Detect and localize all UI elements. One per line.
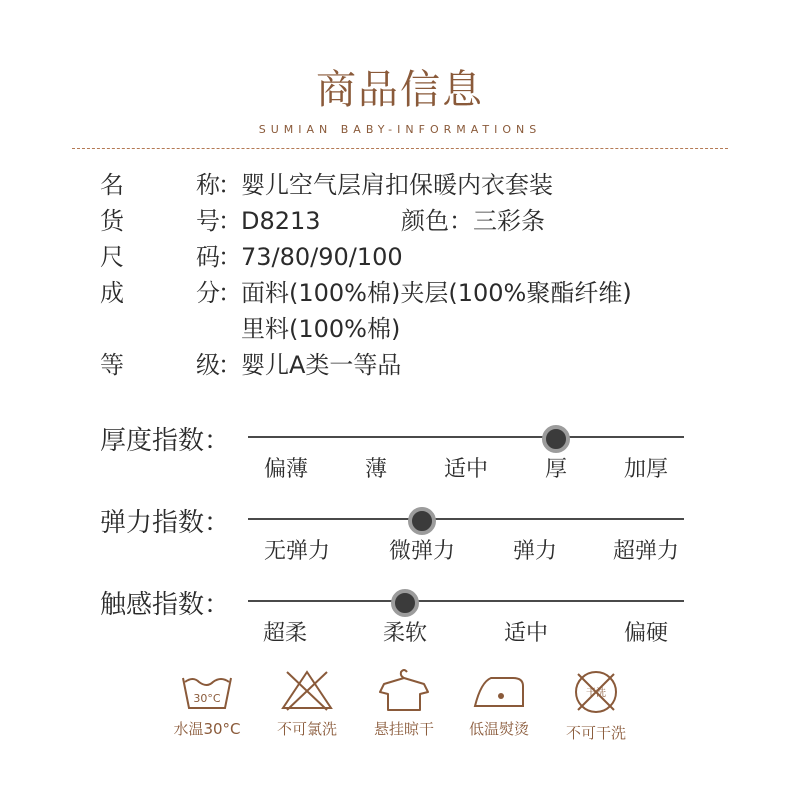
info-value: 婴儿空气层肩扣保暖内衣套装 (241, 171, 553, 199)
scale-label: 触感指数： (100, 590, 231, 620)
scale-track (248, 436, 684, 438)
scale-option: 厚 (544, 457, 568, 482)
scale-track (248, 518, 684, 520)
page-subtitle: SUMIAN BABY-INFORMATIONS (258, 123, 542, 136)
scale-option: 薄 (364, 457, 388, 482)
info-label: 名 称 (100, 171, 220, 199)
care-label: 不可干洗 (565, 724, 626, 742)
care-label: 悬挂晾干 (373, 720, 434, 738)
info-label: 货 号 (100, 207, 220, 235)
low-iron-icon (471, 668, 527, 712)
info-value: D8213 (241, 207, 321, 235)
info-color-value: 颜色：三彩条 (401, 207, 545, 235)
scale-option: 弹力 (512, 539, 558, 564)
scale-option: 超弹力 (612, 539, 680, 564)
scale-option: 加厚 (623, 457, 669, 482)
info-value: 里料(100%棉) (241, 315, 401, 343)
svg-text:干洗: 干洗 (586, 688, 606, 699)
scale-track (248, 600, 684, 602)
scale-option: 无弹力 (263, 539, 331, 564)
care-no-dry-clean (536, 668, 656, 743)
info-colon: ： (218, 171, 242, 199)
care-label: 不可氯洗 (276, 720, 337, 738)
scale-option: 微弹力 (388, 539, 456, 564)
info-label: 等 级 (100, 351, 220, 379)
scale-indicator (391, 589, 419, 617)
care-label: 低温熨烫 (468, 720, 529, 738)
scale-option: 偏硬 (623, 621, 669, 646)
no-dry-clean-icon (568, 668, 624, 716)
scale-label: 弹力指数： (100, 508, 231, 538)
care-label: 水温30°C (173, 720, 241, 738)
scale-option: 偏薄 (263, 457, 309, 482)
info-colon: ： (218, 279, 242, 307)
info-value: 婴儿A类一等品 (241, 351, 402, 379)
scale-indicator (408, 507, 436, 535)
svg-text:30°C: 30°C (193, 692, 221, 705)
scale-option: 适中 (443, 457, 489, 482)
hang-dry-icon (376, 668, 432, 712)
info-colon: ： (218, 207, 242, 235)
info-colon: ： (218, 351, 242, 379)
info-value: 面料(100%棉)夹层(100%聚酯纤维) (241, 279, 632, 307)
info-label: 尺 码 (100, 243, 220, 271)
no-bleach-icon (279, 668, 335, 712)
info-label: 成 分 (100, 279, 220, 307)
page-title: 商品信息 (316, 67, 484, 113)
wash-30-icon (179, 668, 235, 712)
scale-indicator (542, 425, 570, 453)
scale-option: 超柔 (262, 621, 308, 646)
scale-option: 适中 (503, 621, 549, 646)
dashed-divider (72, 148, 728, 149)
scale-option: 柔软 (382, 621, 428, 646)
info-colon: ： (218, 243, 242, 271)
scale-label: 厚度指数： (100, 426, 231, 456)
info-value: 73/80/90/100 (241, 243, 403, 271)
